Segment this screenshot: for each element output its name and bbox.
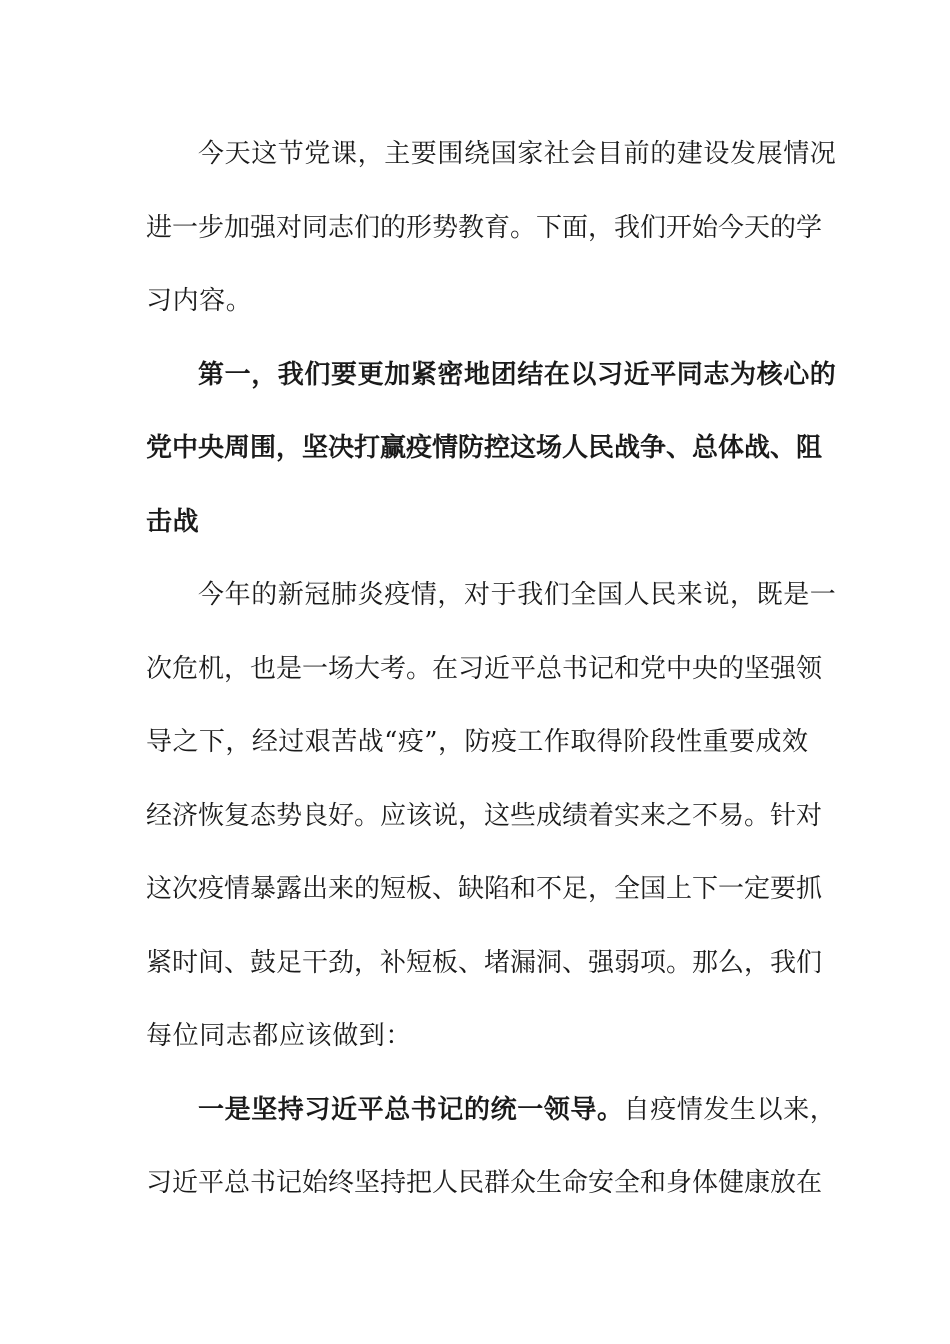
body-line-5: 这次疫情暴露出来的短板、缺陷和不足，全国上下一定要抓	[146, 874, 823, 904]
point1-rest: 自疫情发生以来，	[623, 1094, 837, 1125]
heading-line-1: 第一，我们要更加紧密地团结在以习近平同志为核心的	[198, 359, 837, 390]
point1-line-2: 习近平总书记始终坚持把人民群众生命安全和身体健康放在	[146, 1168, 823, 1198]
body-line-1: 今年的新冠肺炎疫情，对于我们全国人民来说，既是一	[198, 580, 837, 610]
body-line-3: 导之下，经过艰苦战“疫”，防疫工作取得阶段性重要成效	[146, 727, 808, 757]
body-line-2: 次危机，也是一场大考。在习近平总书记和党中央的坚强领	[146, 653, 823, 684]
point1-lead: 一是坚持习近平总书记的统一领导。	[198, 1094, 624, 1125]
intro-line-2: 进一步加强对同志们的形势教育。下面，我们开始今天的学	[146, 212, 823, 243]
body-line-4: 经济恢复态势良好。应该说，这些成绩着实来之不易。针对	[146, 800, 823, 831]
body-line-7: 每位同志都应该做到：	[146, 1021, 413, 1051]
body-line-6: 紧时间、鼓足干劲，补短板、堵漏洞、强弱项。那么，我们	[146, 947, 823, 978]
document-page	[146, 118, 837, 1221]
heading-line-3: 击战	[146, 506, 200, 537]
intro-line-3: 习内容。	[146, 286, 253, 316]
point1-line-1	[146, 1074, 837, 1148]
intro-line-1: 今天这节党课，主要围绕国家社会目前的建设发展情况	[198, 139, 837, 169]
heading-line-2: 党中央周围，坚决打赢疫情防控这场人民战争、总体战、阻	[146, 433, 823, 463]
